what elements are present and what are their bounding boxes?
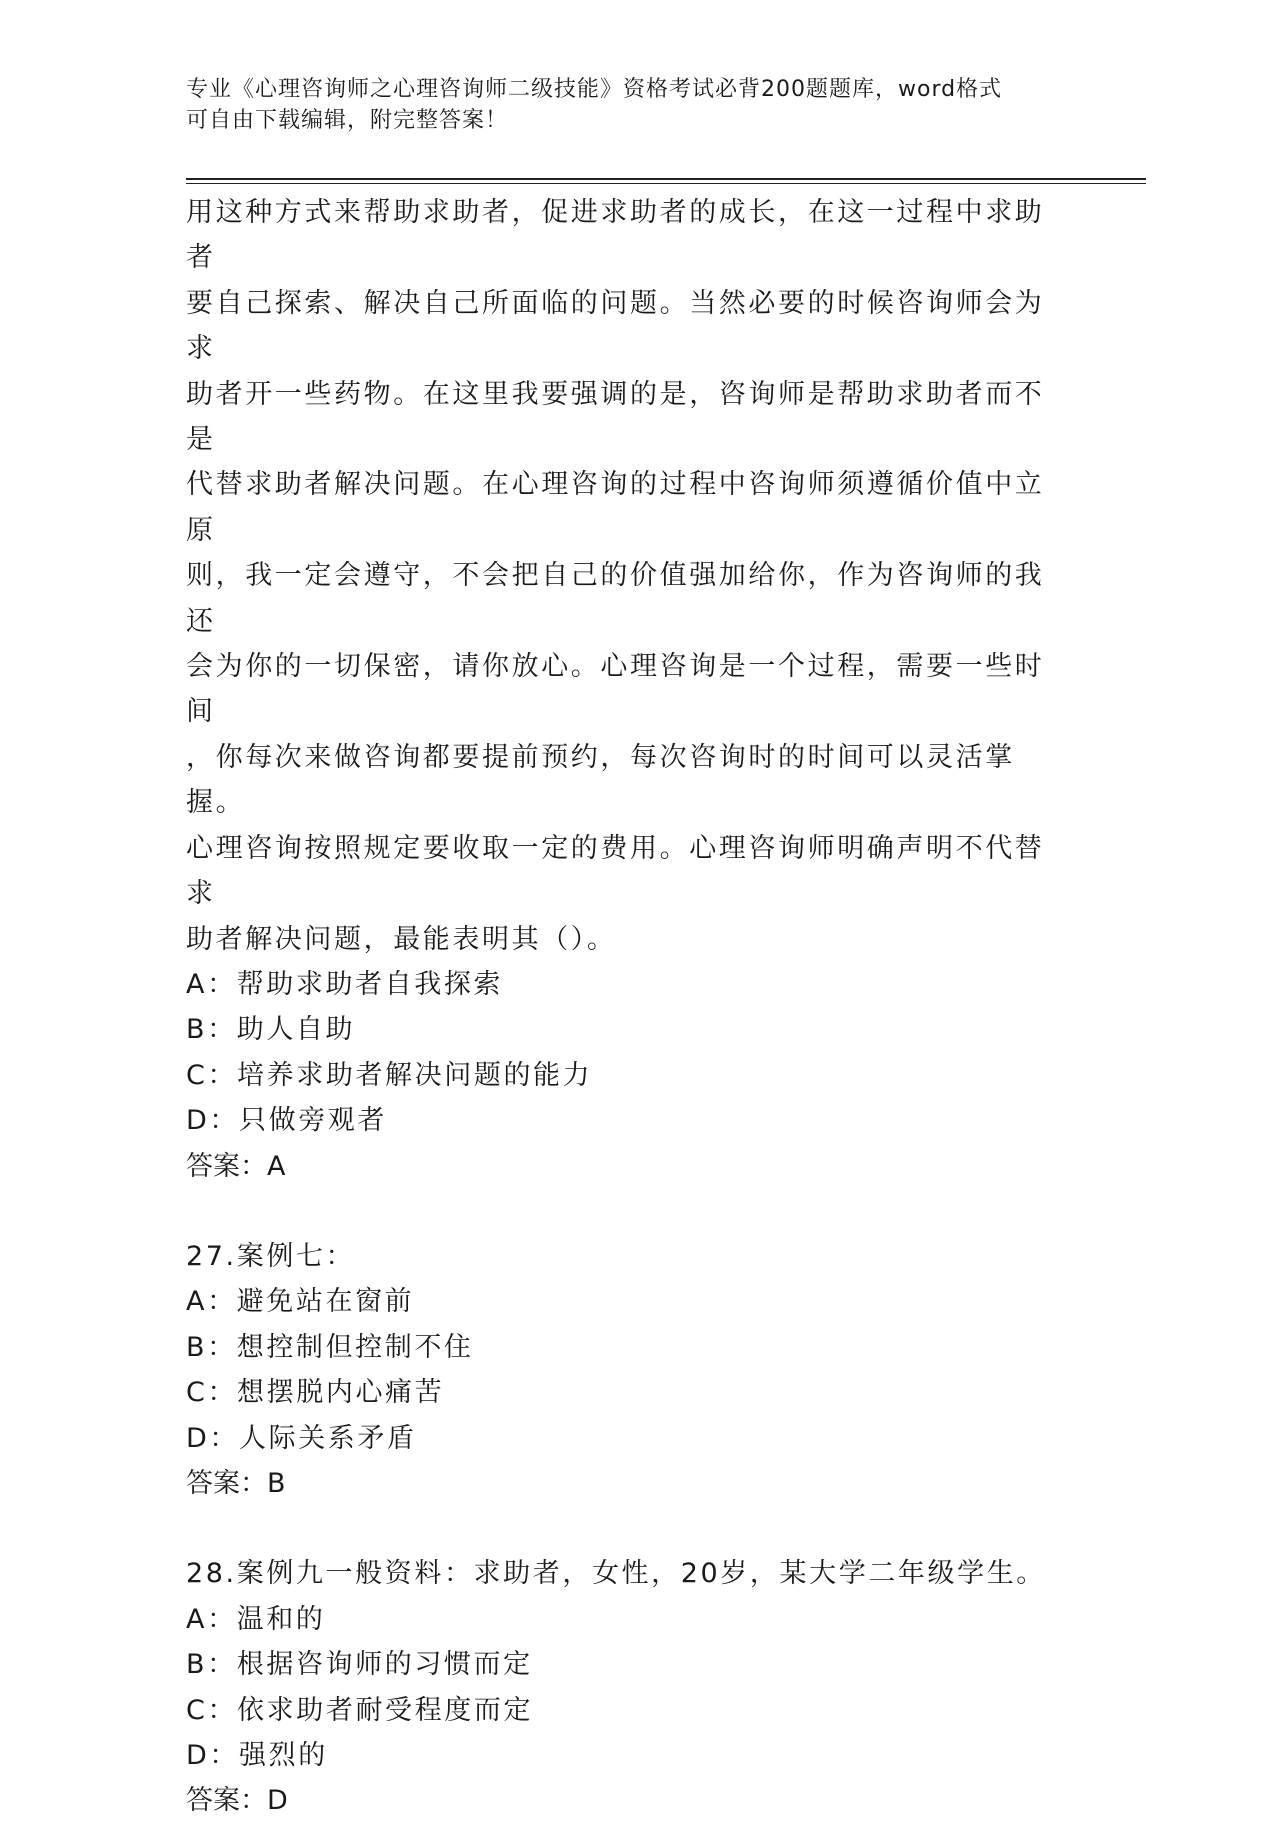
option-b: B：想控制但控制不住 bbox=[186, 1331, 474, 1363]
question-stem: 27.案例七： bbox=[186, 1240, 356, 1272]
option-c: C：依求助者耐受程度而定 bbox=[186, 1694, 534, 1726]
option-a: A：帮助求助者自我探索 bbox=[186, 968, 504, 1000]
question-26-block bbox=[186, 190, 1066, 1189]
header-line-1: 专业《心理咨询师之心理咨询师二级技能》资格考试必背200题题库，word格式 bbox=[186, 77, 1003, 102]
answer-line: 答案：A bbox=[186, 1150, 286, 1182]
question-stem: 28.案例九一般资料：求助者，女性，20岁，某大学二年级学生。 bbox=[186, 1558, 1046, 1590]
option-a: A：温和的 bbox=[186, 1603, 326, 1635]
passage-line: 则，我一定会遵守，不会把自己的价值强加给你，作为咨询师的我还 bbox=[186, 560, 1045, 637]
spacer bbox=[186, 1189, 1066, 1234]
header-divider-thin bbox=[186, 183, 1146, 184]
document-header bbox=[186, 74, 1066, 136]
passage-line: 心理咨询按照规定要收取一定的费用。心理咨询师明确声明不代替求 bbox=[186, 832, 1045, 910]
option-c: C：培养求助者解决问题的能力 bbox=[186, 1059, 593, 1091]
option-c: C：想摆脱内心痛苦 bbox=[186, 1377, 445, 1409]
option-d: D：强烈的 bbox=[186, 1740, 328, 1771]
option-d: D：人际关系矛盾 bbox=[186, 1422, 417, 1454]
question-28-block bbox=[186, 1551, 1066, 1823]
passage-line: 助者开一些药物。在这里我要强调的是，咨询师是帮助求助者而不是 bbox=[186, 378, 1045, 456]
passage-line: 助者解决问题，最能表明其（）。 bbox=[186, 923, 617, 955]
option-a: A：避免站在窗前 bbox=[186, 1286, 415, 1318]
passage-line: 要自己探索、解决自己所面临的问题。当然必要的时候咨询师会为求 bbox=[186, 287, 1045, 365]
passage-line: 会为你的一切保密，请你放心。心理咨询是一个过程，需要一些时间 bbox=[186, 651, 1045, 728]
answer-line: 答案：B bbox=[186, 1467, 286, 1499]
option-b: B：助人自助 bbox=[186, 1014, 356, 1046]
answer-line: 答案：D bbox=[186, 1785, 288, 1817]
option-b: B：根据咨询师的习惯而定 bbox=[186, 1649, 533, 1681]
header-divider-thick bbox=[186, 178, 1146, 180]
document-body bbox=[186, 190, 1066, 1824]
spacer bbox=[186, 1506, 1066, 1551]
passage-line: 代替求助者解决问题。在心理咨询的过程中咨询师须遵循价值中立原 bbox=[186, 469, 1045, 546]
header-line-2: 可自由下载编辑，附完整答案！ bbox=[186, 108, 509, 133]
passage-line: ，你每次来做咨询都要提前预约，每次咨询时的时间可以灵活掌握。 bbox=[186, 741, 1015, 819]
passage-line: 用这种方式来帮助求助者，促进求助者的成长，在这一过程中求助者 bbox=[186, 197, 1045, 274]
question-27-block bbox=[186, 1234, 1066, 1506]
option-d: D：只做旁观者 bbox=[186, 1105, 387, 1137]
